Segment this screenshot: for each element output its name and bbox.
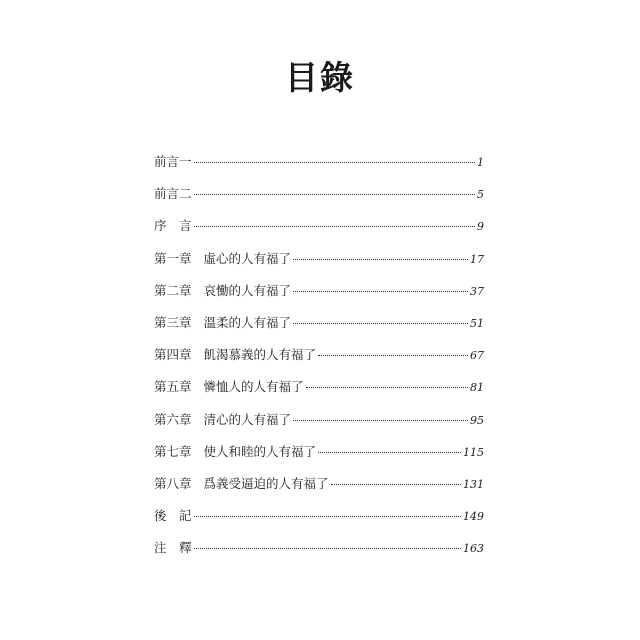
toc-page-number: 81 [470,381,484,395]
toc-entry[interactable] [154,371,484,403]
toc-entry-title: 序 言 [154,218,192,234]
toc-entry[interactable] [154,275,484,307]
dot-leader [318,355,468,356]
toc-page-number: 51 [470,316,484,330]
toc-entry[interactable] [154,500,484,532]
toc-page-number: 9 [477,220,484,234]
toc-page-number: 5 [477,188,484,202]
dot-leader [293,259,468,260]
dot-leader [194,226,475,227]
dot-leader [194,516,461,517]
toc-chapter-number: 第七章 [154,443,192,459]
toc-chapter-number: 第四章 [154,347,192,363]
toc-page-number: 17 [470,252,484,266]
toc-entry[interactable] [154,532,484,564]
toc-entry[interactable] [154,436,484,468]
toc-entry-title: 後 記 [154,508,192,524]
toc-entry[interactable] [154,339,484,371]
toc-chapter-number: 第一章 [154,250,192,266]
dot-leader [194,194,475,195]
toc-entry-title: 飢渴慕義的人有福了 [203,347,317,363]
toc-page-number: 163 [463,542,484,556]
toc-page-number: 115 [463,445,484,459]
toc-chapter-number: 第六章 [154,411,192,427]
dot-leader [318,452,461,453]
dot-leader [293,323,468,324]
dot-leader [306,387,468,388]
toc-entry-title: 溫柔的人有福了 [203,314,292,330]
toc-page-number: 131 [463,477,484,491]
dot-leader [331,484,461,485]
toc-entry[interactable] [154,178,484,210]
toc-entry[interactable] [154,243,484,275]
toc-chapter-number: 第五章 [154,379,192,395]
toc-entry[interactable] [154,404,484,436]
toc-entry-title: 虛心的人有福了 [203,250,292,266]
toc-entry-title: 前言二 [154,186,192,202]
toc-chapter-number: 第二章 [154,282,192,298]
table-of-contents [154,146,484,564]
dot-leader [293,291,468,292]
toc-entry[interactable] [154,146,484,178]
toc-page-number: 67 [470,349,484,363]
toc-entry-title: 注 釋 [154,540,192,556]
toc-page-number: 149 [463,510,484,524]
toc-entry-title: 哀慟的人有福了 [203,282,292,298]
toc-entry[interactable] [154,210,484,242]
toc-entry-title: 憐恤人的人有福了 [203,379,304,395]
toc-chapter-number: 第三章 [154,314,192,330]
dot-leader [194,162,475,163]
page-title: 目錄 [285,58,355,97]
toc-entry[interactable] [154,468,484,500]
dot-leader [194,548,461,549]
toc-page-number: 37 [470,284,484,298]
toc-entry-title: 爲義受逼迫的人有福了 [203,475,329,491]
toc-page-number: 95 [470,413,484,427]
toc-page-number: 1 [477,156,484,169]
toc-entry[interactable] [154,307,484,339]
toc-chapter-number: 第八章 [154,475,192,491]
dot-leader [293,420,468,421]
toc-entry-title: 清心的人有福了 [203,411,292,427]
toc-entry-title: 前言一 [154,154,192,169]
toc-entry-title: 使人和睦的人有福了 [203,443,317,459]
